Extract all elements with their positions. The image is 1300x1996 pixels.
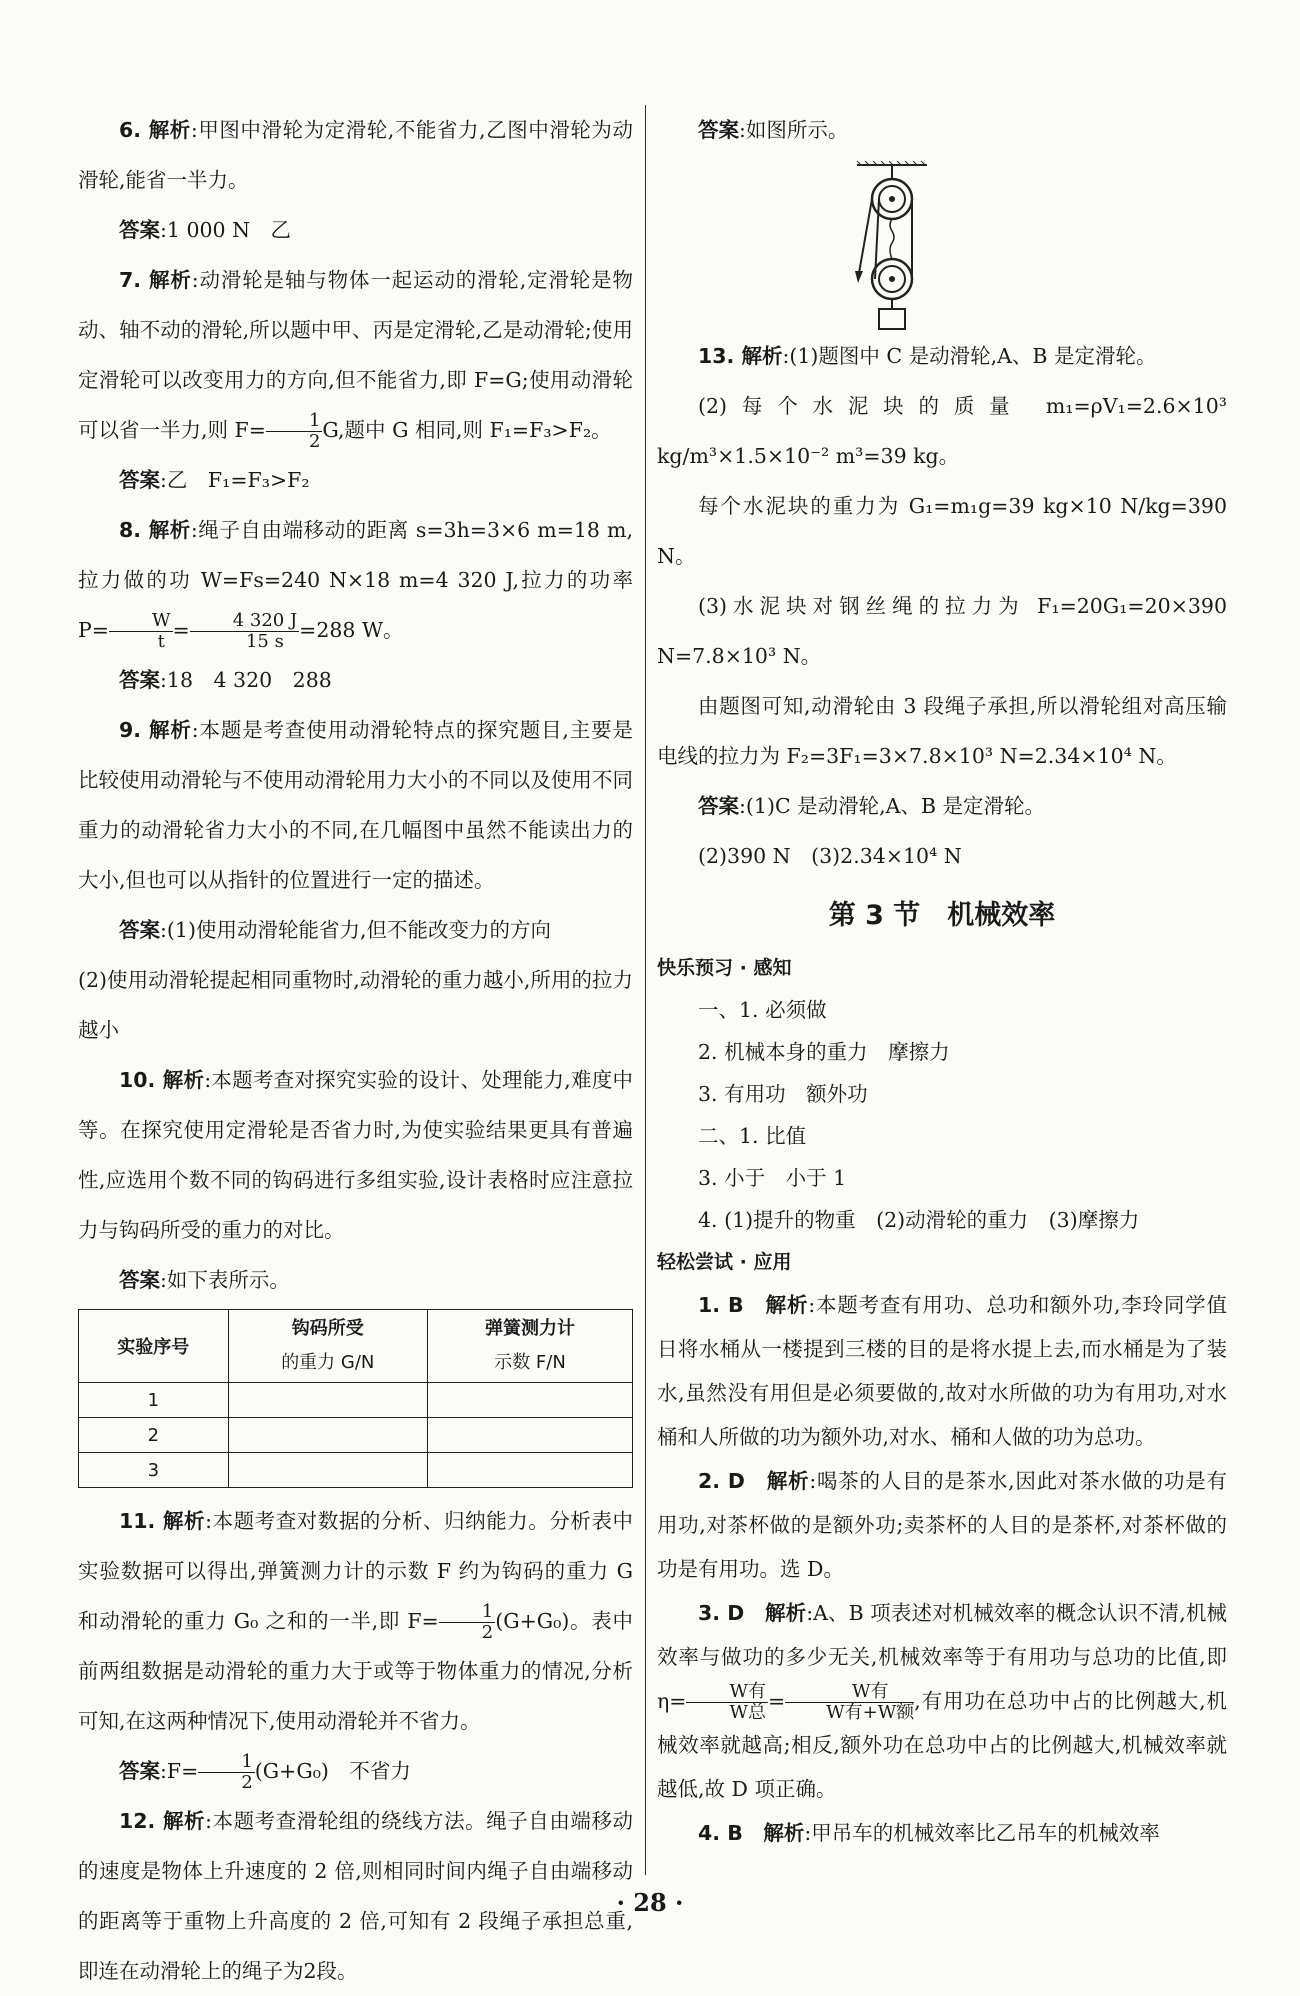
section-title: 第 3 节 机械效率 — [828, 900, 1056, 931]
table-header: 弹簧测力计 示数 F/N — [428, 1310, 633, 1383]
preview-item: 2. 机械本身的重力 摩擦力 — [698, 1040, 950, 1064]
answer-13: 答案:(1)C 是动滑轮,A、B 是定滑轮。 — [698, 794, 1046, 818]
preview-item: 4. (1)提升的物重 (2)动滑轮的重力 (3)摩擦力 — [698, 1208, 1140, 1232]
table-header: 实验序号 — [79, 1310, 229, 1383]
table-row — [79, 1453, 633, 1488]
answer-9-part2: (2)使用动滑轮提起相同重物时,动滑轮的重力越小,所用的拉力越小 — [78, 968, 633, 1042]
fraction: $\frac{W}{t}$ — [109, 611, 173, 652]
solution-9: 9. 解析:本题是考查使用动滑轮特点的探究题目,主要是比较使用动滑轮与不使用动滑轮用力大小的不同以及使用不同重力的动滑轮省力大小的不同,在几幅图中虽然不能读出力的大小,但也可以从指针的位置进行一定的描述。 — [78, 718, 633, 892]
fraction: $\frac{1}{2}$ — [198, 1752, 254, 1793]
preview-item: 3. 有用功 额外功 — [698, 1082, 868, 1106]
page-number: · 28 · — [616, 1888, 684, 1917]
question-4: 4. B 解析:甲吊车的机械效率比乙吊车的机械效率 — [698, 1821, 1160, 1845]
solution-10: 10. 解析:本题考查对探究实验的设计、处理能力,难度中等。在探究使用定滑轮是否省力时,为使实验结果更具有普遍性,应选用个数不同的钩码进行多组实验,设计表格时应注意拉力与钩码所受的重力的对比。 — [78, 1068, 633, 1242]
table-row — [79, 1418, 633, 1453]
column-divider — [645, 105, 646, 1875]
table-cell: 2 — [79, 1418, 229, 1453]
solution-12: 12. 解析:本题考查滑轮组的绕线方法。绳子自由端移动的速度是物体上升速度的 2 倍,则相同时间内绳子自由端移动的距离等于重物上升高度的 2 倍,可知有 2 段绳子承担总重,即连在动滑轮上的绳子为2段。 — [78, 1809, 634, 1983]
table-header: 钩码所受 的重力 G/N — [228, 1310, 427, 1383]
left-column — [78, 105, 633, 1996]
solution-13-part4: (3)水泥块对钢丝绳的拉力为 F₁=20G₁=20×390 N=7.8×10³ N。 — [657, 594, 1227, 668]
subheading-preview: 快乐预习 · 感知 — [657, 957, 792, 979]
solution-7: 7. 解析:动滑轮是轴与物体一起运动的滑轮,定滑轮是物动、轴不动的滑轮,所以题中甲、丙是定滑轮,乙是动滑轮;使用定滑轮可以改变用力的方向,但不能省力,即 F=G;使用动滑轮可以省一半力,则 F= $\frac{1}{2}$ G,题中 G 相同,则 F₁=F₃>F₂。 — [78, 268, 633, 452]
preview-item: 二、1. 比值 — [698, 1124, 807, 1148]
solution-13-part2: (2)每个水泥块的质量 m₁=ρV₁=2.6×10³ kg/m³×1.5×10⁻² m³=39 kg。 — [657, 394, 1227, 468]
answer-12: 答案:如图所示。 — [698, 118, 849, 142]
preview-item: 一、1. 必须做 — [698, 998, 827, 1022]
table-cell: 3 — [79, 1453, 229, 1488]
solution-13-part5: 由题图可知,动滑轮由 3 段绳子承担,所以滑轮组对高压输电线的拉力为 F₂=3F₁=3×7.8×10³ N=2.34×10⁴ N。 — [657, 694, 1227, 768]
solution-13-part3: 每个水泥块的重力为 G₁=m₁g=39 kg×10 N/kg=390 N。 — [657, 494, 1227, 568]
subheading-application: 轻松尝试 · 应用 — [657, 1251, 792, 1273]
fraction: $\frac{4 320 J}{15 s}$ — [190, 611, 299, 652]
answer-11: 答案:F= $\frac{1}{2}$ (G+G₀) 不省力 — [119, 1751, 411, 1793]
right-column — [657, 105, 1227, 1855]
table-cell — [228, 1383, 427, 1418]
fraction: $\frac{\text{W有}}{\text{W有+W额}}$ — [785, 1682, 914, 1723]
solution-11: 11. 解析:本题考查对数据的分析、归纳能力。分析表中实验数据可以得出,弹簧测力计的示数 F 约为钩码的重力 G 和动滑轮的重力 G₀ 之和的一半,即 F= $\frac{1}{2}$ (G+G₀)。表中前两组数据是动滑轮的重力大于或等于物体重力的情况,分析可知,在这两种情况下,使用动滑轮并不省力。 — [78, 1509, 634, 1733]
fraction: $\frac{1}{2}$ — [439, 1602, 495, 1643]
preview-item: 3. 小于 小于 1 — [698, 1166, 847, 1190]
table-header-row — [79, 1310, 633, 1383]
answer-7: 答案:乙 F₁=F₃>F₂ — [119, 468, 310, 492]
answer-6: 答案:1 000 N 乙 — [119, 218, 292, 242]
table-cell: 1 — [79, 1383, 229, 1418]
table-cell — [428, 1383, 633, 1418]
table-cell — [228, 1418, 427, 1453]
question-3: 3. D 解析:A、B 项表述对机械效率的概念认识不清,机械效率与做功的多少无关,机械效率等于有用功与总功的比值,即 η= $\frac{\text{W有}}{\text{W总}}$ = $\frac{\text{W有}}{\text{W有+W额}}$ ,有用功在总功中占的比例越大,机械效率就越高;相反,额外功在总功中占的比例越大,机械效率就越低,故 D 项正确。 — [657, 1601, 1227, 1801]
answer-10: 答案:如下表所示。 — [119, 1268, 290, 1292]
table-cell — [428, 1453, 633, 1488]
table-cell — [428, 1418, 633, 1453]
question-2: 2. D 解析:喝茶的人目的是茶水,因此对茶水做的功是有用功,对茶杯做的是额外功;卖茶杯的人目的是茶杯,对茶杯做的功是有用功。选 D。 — [657, 1469, 1227, 1581]
fraction: $\frac{1}{2}$ — [266, 411, 322, 452]
solution-8: 8. 解析:绳子自由端移动的距离 s=3h=3×6 m=18 m,拉力做的功 W=Fs=240 N×18 m=4 320 J,拉力的功率 P= $\frac{W}{t}$ = $\frac{4 320 J}{15 s}$ =288 W。 — [78, 518, 633, 652]
solution-6: 6. 解析:甲图中滑轮为定滑轮,不能省力,乙图中滑轮为动滑轮,能省一半力。 — [78, 118, 633, 192]
solution-13: 13. 解析:(1)题图中 C 是动滑轮,A、B 是定滑轮。 — [698, 344, 1157, 368]
fraction: $\frac{\text{W有}}{\text{W总}}$ — [686, 1682, 768, 1723]
answer-8: 答案:18 4 320 288 — [119, 668, 332, 692]
table-cell — [228, 1453, 427, 1488]
table-row — [79, 1383, 633, 1418]
answer-9: 答案:(1)使用动滑轮能省力,但不能改变力的方向 — [119, 918, 551, 942]
experiment-table — [78, 1309, 633, 1488]
question-1: 1. B 解析:本题考查有用功、总功和额外功,李玲同学值日将水桶从一楼提到三楼的目的是将水提上去,而水桶是为了装水,虽然没有用但是必须要做的,故对水所做的功为有用功,对水桶和人所做的功为额外功,对水、桶和人做的功为总功。 — [657, 1293, 1227, 1449]
pulley-system-figure — [837, 161, 947, 331]
answer-13-part2: (2)390 N (3)2.34×10⁴ N — [698, 844, 962, 868]
